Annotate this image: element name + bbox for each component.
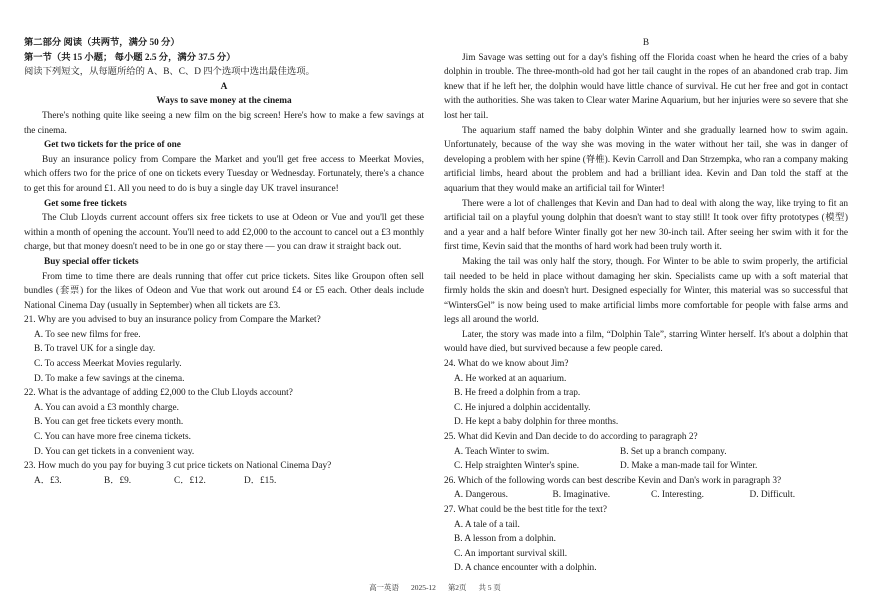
- option-d[interactable]: D. You can get tickets in a convenient way.: [34, 446, 195, 457]
- option-c[interactable]: C. Help straighten Winter's spine.: [454, 461, 580, 472]
- question-stem: 25. What did Kevin and Dan decide to do according to paragraph 2?: [444, 432, 698, 443]
- option-c[interactable]: C. An important survival skill.: [454, 548, 568, 559]
- section-text-two-for-one: Buy an insurance policy from Compare the Market and you'll get free access to Meerkat Movies, which offers two for the price of one on tickets every Tuesday or Wednesday. Fortunately, there's a chance to get this for around £1. All you need to do is buy a single day UK travel insurance!: [24, 154, 424, 194]
- option-b[interactable]: B．£9.: [104, 475, 132, 486]
- passage-paragraph-3: There were a lot of challenges that Kevin and Dan had to deal with along the way, like trying to fit an artificial tail on a playful young dolphin that doesn't want to stay still! It took over fifty prototypes (模型) and a year and a half before Winter finally got her new 30-inch tail. After seeing her swim with it for the first time, Kevin said that the months of hard work had been truly worth it.: [444, 198, 848, 253]
- section-heading-two-for-one: Get two tickets for the price of one: [44, 140, 181, 151]
- section-text-special-offer: From time to time there are deals running that offer cut price tickets. Sites like Groupon often sell bundles (套票) for the likes of Odeon and Vue that work out around £4 or £5 each. Other deals include National Cinema Day (usually in September) when all tickets are £3.: [24, 271, 424, 311]
- option-a[interactable]: A. He worked at an aquarium.: [454, 373, 567, 384]
- section-heading-special-offer: Buy special offer tickets: [44, 256, 139, 267]
- passage-paragraph-5: Later, the story was made into a film, “Dolphin Tale”, starring Winter herself. It's about a dolphin that would have died, but survived because a few people cared.: [444, 329, 848, 355]
- option-d[interactable]: D. Make a man-made tail for Winter.: [620, 461, 758, 472]
- option-d[interactable]: D．£15.: [244, 475, 277, 486]
- option-c[interactable]: C. To access Meerkat Movies regularly.: [34, 359, 182, 370]
- question-22: [24, 386, 424, 459]
- part-heading: 第二部分 阅读（共两节，满分 50 分）: [24, 38, 180, 48]
- option-b[interactable]: B. Set up a branch company.: [620, 446, 727, 457]
- question-stem: 23. How much do you pay for buying 3 cut price tickets on National Cinema Day?: [24, 461, 332, 472]
- question-26: [444, 474, 848, 503]
- passage-paragraph-2: The aquarium staff named the baby dolphin Winter and she gradually learned how to swim again. Unfortunately, because of the way she was moving in the water without her tail, she was in danger of developing a problem with her spine (脊椎). Kevin Carroll and Dan Strzempka, who ran a company making artificial limbs, heard about the problem and had a brilliant idea. Kevin and Dan told the staff at the aquarium that they would make an artificial tail for Winter!: [444, 125, 848, 194]
- option-d[interactable]: D. He kept a baby dolphin for three months.: [454, 417, 619, 428]
- section-text-free-tickets: The Club Lloyds current account offers six free tickets to use at Odeon or Vue and you'll get these within a month of opening the account. You'll need to add £2,000 to the account to cancel out a £3 monthly charge, but that money doesn't need to be in one go or stay there — you can draw it straight back out.: [24, 213, 424, 253]
- option-c[interactable]: C. He injured a dolphin accidentally.: [454, 402, 591, 413]
- option-a[interactable]: A. To see new films for free.: [34, 329, 141, 340]
- footer-subject: 高一英语: [369, 583, 400, 592]
- option-b[interactable]: B. You can get free tickets every month.: [34, 417, 184, 428]
- option-b[interactable]: B. To travel UK for a single day.: [34, 344, 156, 355]
- question-23: [24, 459, 424, 488]
- option-a[interactable]: A. Dangerous.: [454, 490, 508, 501]
- option-b[interactable]: B. A lesson from a dolphin.: [454, 534, 557, 545]
- question-stem: 22. What is the advantage of adding £2,000 to the Club Lloyds account?: [24, 388, 293, 399]
- passage-label-b: B: [642, 38, 650, 48]
- section-heading: 第一节（共 15 小题； 每小题 2.5 分，满分 37.5 分）: [24, 52, 236, 63]
- option-c[interactable]: C. Interesting.: [651, 490, 704, 501]
- options-row-2: [444, 459, 848, 474]
- question-24: [444, 357, 848, 430]
- section-heading-free-tickets: Get some free tickets: [44, 198, 127, 209]
- passage-paragraph-4: Making the tail was only half the story, though. For Winter to be able to swim properly, the artificial tail needed to be held in place without damaging her skin. Specialists came up with a soft material that firmly holds the skin and doesn't hurt. Designed especially for Winter, this material was so successful that “WintersGel” is now being used to make artificial limbs more comfortable for people with false arms and legs all around the world.: [444, 256, 848, 326]
- page-footer: [0, 582, 870, 593]
- question-stem: 21. Why are you advised to buy an insurance policy from Compare the Market?: [24, 315, 321, 326]
- options-row-1: [444, 445, 848, 460]
- passage-title: Ways to save money at the cinema: [156, 96, 292, 107]
- option-d[interactable]: D. A chance encounter with a dolphin.: [454, 563, 597, 574]
- passage-intro: There's nothing quite like seeing a new film on the big screen! Here's how to make a few savings at the cinema.: [24, 110, 424, 136]
- footer-page: 第2页: [447, 583, 467, 592]
- question-25: [444, 430, 848, 474]
- question-21: [24, 313, 424, 386]
- option-a[interactable]: A．£3.: [34, 475, 62, 486]
- option-b[interactable]: B. He freed a dolphin from a trap.: [454, 388, 581, 399]
- option-c[interactable]: C．£12.: [174, 475, 206, 486]
- footer-date: 2025-12: [410, 583, 436, 592]
- passage-paragraph-1: Jim Savage was setting out for a day's fishing off the Florida coast when he heard the cries of a baby dolphin in trouble. The three-month-old had got her tail caught in the ropes of an abandoned crab trap. Jim knew that if he left her, the dolphin would have little chance of survival. He cut her free and got in contact with the authorities. She was taken to Clear water Marine Aquarium, but her injuries were so severe that she lost her tail.: [444, 52, 848, 121]
- option-a[interactable]: A. Teach Winter to swim.: [454, 446, 550, 457]
- option-a[interactable]: A. A tale of a tail.: [454, 519, 520, 530]
- option-a[interactable]: A. You can avoid a £3 monthly charge.: [34, 402, 179, 413]
- question-stem: 26. Which of the following words can best describe Kevin and Dan's work in paragraph 3?: [444, 475, 782, 486]
- question-27: [444, 503, 848, 576]
- option-b[interactable]: B. Imaginative.: [552, 490, 611, 501]
- option-c[interactable]: C. You can have more free cinema tickets.: [34, 432, 191, 443]
- passage-label-a: A: [220, 81, 228, 92]
- option-d[interactable]: D. To make a few savings at the cinema.: [34, 373, 185, 384]
- question-stem: 24. What do we know about Jim?: [444, 359, 569, 370]
- footer-total: 共 5 页: [478, 583, 501, 592]
- question-stem: 27. What could be the best title for the text?: [444, 505, 607, 515]
- right-column: [444, 36, 848, 576]
- options-row: [444, 488, 848, 503]
- left-column: [24, 36, 424, 488]
- option-d[interactable]: D. Difficult.: [749, 490, 796, 501]
- options-row: [24, 474, 424, 489]
- instruction-text: 阅读下列短文，从每题所给的 A、B、C、D 四个选项中选出最佳选项。: [24, 67, 315, 78]
